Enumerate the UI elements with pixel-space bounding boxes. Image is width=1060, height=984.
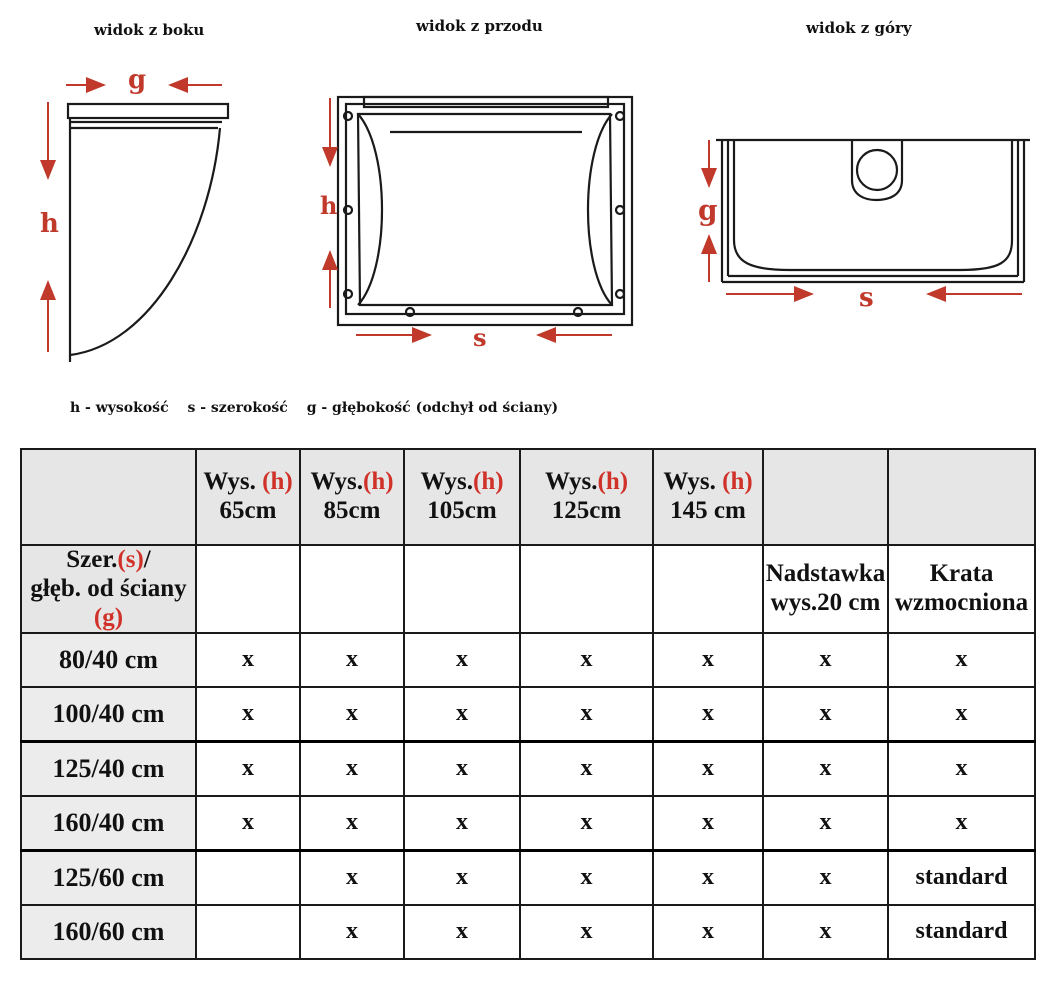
availability-cell: x <box>196 633 300 687</box>
availability-cell: standard <box>888 851 1035 906</box>
subheader-empty-cell <box>404 545 520 633</box>
availability-cell: x <box>520 633 653 687</box>
row-size-label: 80/40 cm <box>21 633 196 687</box>
header-height-65: Wys. (h) 65cm <box>196 449 300 545</box>
availability-cell <box>196 851 300 906</box>
availability-cell: x <box>763 742 888 797</box>
side-view-title: widok z boku <box>94 21 205 39</box>
availability-cell: x <box>888 742 1035 797</box>
availability-cell: x <box>404 796 520 851</box>
front-view-title: widok z przodu <box>416 17 543 35</box>
availability-cell: x <box>300 742 404 797</box>
subheader-empty-cell <box>196 545 300 633</box>
side-dim-h-label: h <box>40 209 59 239</box>
availability-cell: x <box>520 851 653 906</box>
table-row <box>21 687 1035 742</box>
side-dimension-arrows <box>48 85 222 352</box>
availability-cell: x <box>763 851 888 906</box>
availability-cell: x <box>300 633 404 687</box>
availability-cell: x <box>888 633 1035 687</box>
availability-cell: x <box>300 687 404 742</box>
table-header-row <box>21 449 1035 545</box>
availability-cell: x <box>888 687 1035 742</box>
availability-cell: x <box>520 687 653 742</box>
availability-cell: x <box>520 742 653 797</box>
front-dim-h-label: h <box>320 191 338 220</box>
legend-width: s - szerokość <box>187 400 288 416</box>
table-row <box>21 851 1035 906</box>
availability-cell: x <box>653 687 763 742</box>
size-options-table <box>20 448 1036 960</box>
availability-cell: x <box>763 796 888 851</box>
legend-depth: g - głębokość (odchył od ściany) <box>306 400 559 416</box>
table-row <box>21 796 1035 851</box>
availability-cell: x <box>653 905 763 959</box>
availability-cell: x <box>300 905 404 959</box>
availability-cell: x <box>404 687 520 742</box>
availability-cell: x <box>888 796 1035 851</box>
availability-cell: x <box>196 796 300 851</box>
header-extension: Nadstawka wys.20 cm <box>763 545 888 633</box>
header-height-125: Wys.(h) 125cm <box>520 449 653 545</box>
availability-cell: x <box>520 796 653 851</box>
availability-cell: x <box>404 851 520 906</box>
availability-cell: x <box>404 905 520 959</box>
row-size-label: 125/40 cm <box>21 742 196 797</box>
availability-cell: x <box>653 796 763 851</box>
availability-cell: x <box>763 905 888 959</box>
header-blank-grate <box>888 449 1035 545</box>
availability-cell <box>196 905 300 959</box>
availability-cell: x <box>763 687 888 742</box>
row-size-label: 100/40 cm <box>21 687 196 742</box>
availability-cell: x <box>653 742 763 797</box>
row-size-label: 160/60 cm <box>21 905 196 959</box>
dimension-legend <box>70 400 572 416</box>
row-size-label: 160/40 cm <box>21 796 196 851</box>
availability-cell: x <box>300 796 404 851</box>
availability-cell: x <box>653 633 763 687</box>
header-reinforced-grate: Krata wzmocniona <box>888 545 1035 633</box>
top-view-title: widok z góry <box>806 19 912 37</box>
availability-cell: x <box>404 742 520 797</box>
table-row <box>21 905 1035 959</box>
front-view-drawing <box>338 97 632 325</box>
availability-cell: x <box>763 633 888 687</box>
availability-cell: standard <box>888 905 1035 959</box>
header-height-145: Wys. (h) 145 cm <box>653 449 763 545</box>
side-dim-g-label: g <box>128 65 147 95</box>
top-dim-s-label: s <box>859 283 874 313</box>
header-blank-extension <box>763 449 888 545</box>
top-dim-g-label: g <box>698 194 718 227</box>
subheader-empty-cell <box>300 545 404 633</box>
header-height-105: Wys.(h) 105cm <box>404 449 520 545</box>
side-view-drawing <box>68 104 228 362</box>
front-dim-s-label: s <box>473 323 487 352</box>
technical-drawings <box>0 0 1060 440</box>
table-row <box>21 633 1035 687</box>
table-row <box>21 742 1035 797</box>
availability-cell: x <box>196 687 300 742</box>
top-view-drawing <box>716 140 1030 282</box>
availability-cell: x <box>404 633 520 687</box>
subheader-empty-cell <box>520 545 653 633</box>
row-size-label: 125/60 cm <box>21 851 196 906</box>
header-corner-cell <box>21 449 196 545</box>
availability-cell: x <box>520 905 653 959</box>
subheader-empty-cell <box>653 545 763 633</box>
availability-cell: x <box>300 851 404 906</box>
availability-cell: x <box>196 742 300 797</box>
front-dimension-arrows <box>330 98 612 335</box>
table-subheader-row <box>21 545 1035 633</box>
header-size-label: Szer.(s)/ głęb. od ściany (g) <box>21 545 196 633</box>
availability-cell: x <box>653 851 763 906</box>
legend-height: h - wysokość <box>70 400 169 416</box>
header-height-85: Wys.(h) 85cm <box>300 449 404 545</box>
